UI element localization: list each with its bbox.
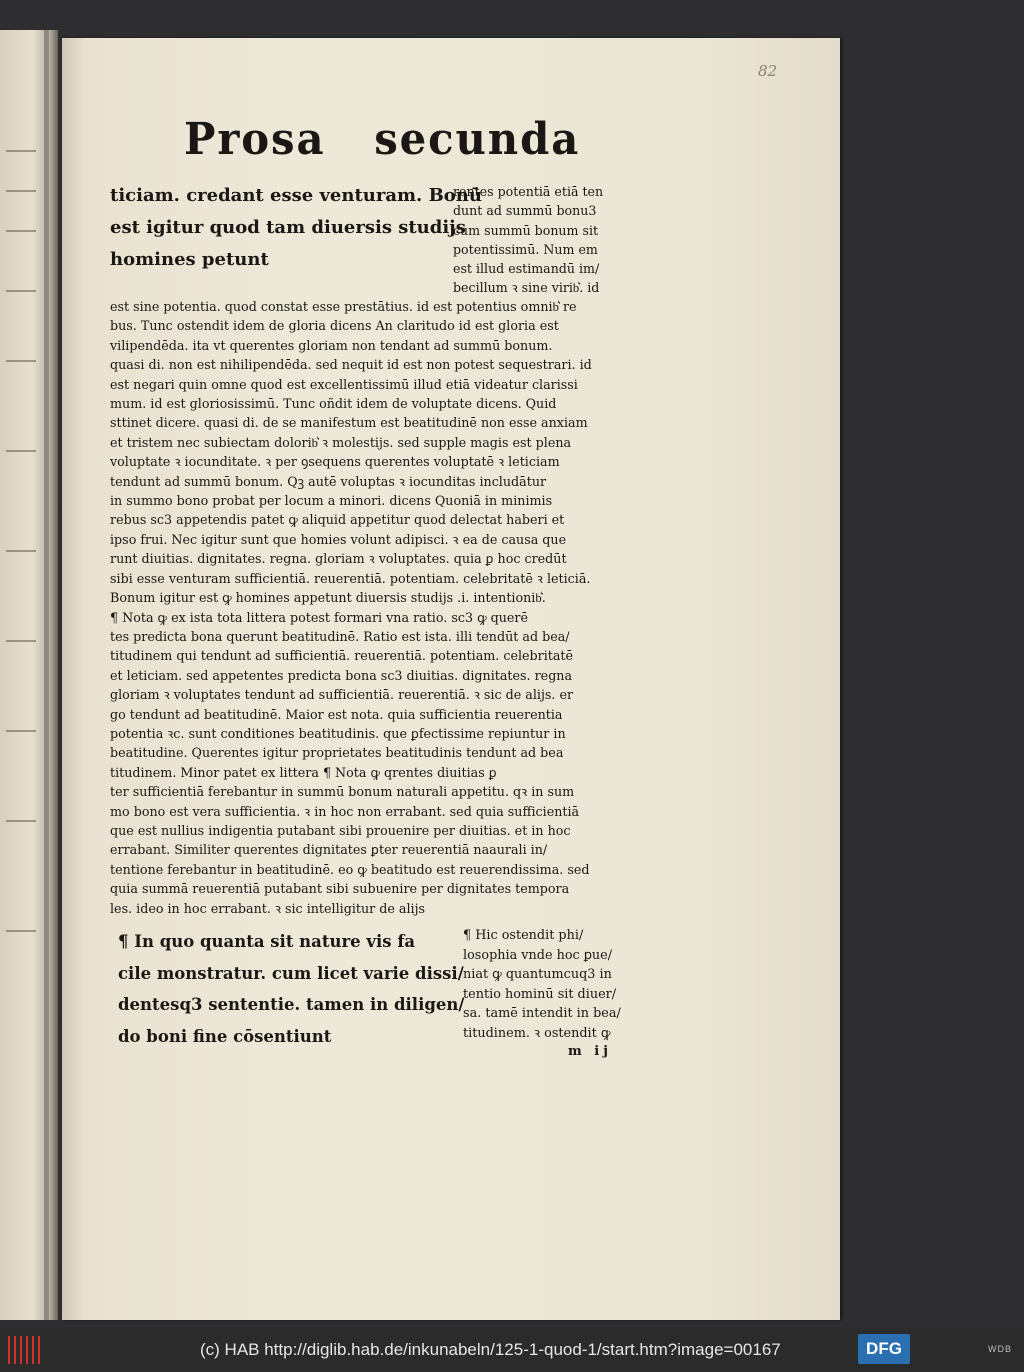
- text-line: errabant. Similiter querentes dignitates ꝑter reuerentiā naaurali in/: [110, 842, 548, 858]
- text-line: mo bono est vera sufficientia. ꝛ in hoc non errabant. sed quia sufficientiā: [110, 803, 580, 819]
- text-line: sibi esse venturam sufficientiā. reuerentiā. potentiam. celebritatē ꝛ leticiā.: [110, 570, 591, 586]
- text-line: ¶ Hic ostendit phi/: [463, 928, 584, 943]
- text-line: runt diuitias. dignitates. regna. gloriam ꝛ voluptates. quia ꝑ hoc credūt: [110, 551, 567, 567]
- text-line: que est nullius indigentia putabant sibi prouenire per diuitias. et in hoc: [110, 822, 571, 838]
- text-line: potentia ꝛc. sunt conditiones beatitudinis. que ꝑfectissime repiuntur in: [110, 725, 566, 741]
- text-line: becillum ꝛ sine virib͛. id: [453, 280, 600, 296]
- text-line: tendunt ad summū bonum. Qꝫ autē voluptas ꝛ iocunditas includātur: [110, 473, 547, 489]
- viewer-footer: [0, 1328, 1024, 1372]
- text-line: titudinem qui tendunt ad sufficientiā. reuerentiā. potentiam. celebritatē: [110, 648, 574, 664]
- text-line: est illud estimandū im/: [453, 261, 600, 277]
- dfg-logo[interactable]: DFG: [858, 1334, 910, 1364]
- copyright-link[interactable]: (c) HAB http://diglib.hab.de/inkunabeln/125-1-quod-1/start.htm?image=00167: [200, 1340, 781, 1359]
- text-line: dunt ad summū bonu3: [453, 203, 597, 219]
- text-line: mum. id est gloriosissimū. Tunc oñdit idem de voluptate dicens. Quid: [110, 396, 557, 412]
- text-line: do boni fine cōsentiunt: [118, 1026, 332, 1046]
- heading-text-left: [110, 180, 482, 276]
- text-line: ter sufficientiā ferebantur in summū bonum naturali appetitu. qꝛ in sum: [110, 784, 575, 800]
- text-line: beatitudine. Querentes igitur proprietates beatitudinis tendunt ad bea: [110, 745, 564, 761]
- text-line: Bonum igitur est ꝙ homines appetunt diuersis studijs .i. intentionib͛.: [110, 590, 546, 606]
- text-line: rebus sc3 appetendis patet ꝙ aliquid appetitur quod delectat haberi et: [110, 512, 565, 528]
- text-line: cile monstratur. cum licet varie dissi/: [118, 963, 464, 983]
- next-heading-text: [118, 926, 465, 1052]
- text-line: ¶ Nota ꝙ ex ista tota littera potest formari vna ratio. sc3 ꝙ querē: [110, 609, 529, 625]
- hab-logo-icon: [6, 1336, 44, 1364]
- previous-page-edge: [0, 30, 58, 1320]
- signature-mark: m ij: [568, 1044, 612, 1059]
- text-line: sa. tamē intendit in bea/: [463, 1006, 621, 1021]
- page-heading: Prosa secunda: [184, 114, 581, 165]
- text-line: est sine potentia. quod constat esse prestātius. id est potentius omnib͛ re: [110, 299, 577, 314]
- text-line: tes predicta bona querunt beatitudinē. Ratio est ista. illi tendūt ad bea/: [110, 628, 570, 644]
- text-line: in summo bono probat per locum a minori. dicens Quoniā in minimis: [110, 493, 553, 509]
- gloss-right: [453, 182, 635, 298]
- text-line: est igitur quod tam diuersis studijs: [110, 217, 466, 238]
- text-line: et leticiam. sed appetentes predicta bona sc3 diuitias. dignitates. regna: [110, 667, 573, 683]
- text-line: bus. Tunc ostendit idem de gloria dicens An claritudo id est gloria est: [110, 318, 559, 334]
- commentary-body: [110, 297, 640, 918]
- text-line: rentes potentiā etiā ten: [453, 184, 604, 199]
- folio-number: 82: [758, 62, 778, 80]
- text-line: homines petunt: [110, 249, 269, 270]
- wdb-logo[interactable]: WDB: [988, 1344, 1012, 1354]
- text-line: ipso frui. Nec igitur sunt que homies volunt adipisci. ꝛ ea de causa que: [110, 531, 567, 547]
- text-line: est negari quin omne quod est excellentissimū illud etiā videatur clarissi: [110, 376, 578, 392]
- text-line: dentesq3 sententie. tamen in diligen/: [118, 995, 465, 1014]
- text-line: titudinem. Minor patet ex littera ¶ Nota ꝙ qrentes diuitias ꝑ: [110, 764, 497, 780]
- text-line: et tristem nec subiectam dolorib͛ ꝛ molestijs. sed supple magis est plena: [110, 434, 572, 450]
- text-line: ¶ In quo quanta sit nature vis fa: [118, 932, 416, 951]
- text-line: voluptate ꝛ iocunditate. ꝛ per ꝯsequens querentes voluptatē ꝛ leticiam: [110, 454, 560, 470]
- text-line: losophia vnde hoc ꝑue/: [463, 947, 613, 963]
- text-line: ticiam. credant esse venturam. Bonū: [110, 185, 482, 206]
- text-line: go tendunt ad beatitudinē. Maior est nota. quia sufficientia reuerentia: [110, 706, 563, 722]
- text-line: les. ideo in hoc errabant. ꝛ sic intelligitur de alijs: [110, 900, 426, 916]
- text-line: quasi di. non est nihilipendēda. sed nequit id est non potest sequestrari. id: [110, 357, 592, 373]
- next-gloss-right: [463, 926, 653, 1043]
- text-line: quia summā reuerentiā putabant sibi subuenire per dignitates tempora: [110, 881, 570, 897]
- text-line: niat ꝙ quantumcuq3 in: [463, 967, 612, 982]
- text-line: titudinem. ꝛ ostendit ꝙ: [463, 1025, 611, 1041]
- text-line: cum summū bonum sit: [453, 222, 599, 238]
- text-line: sttinet dicere. quasi di. de se manifestum est beatitudinē non esse anxiam: [110, 415, 588, 431]
- text-line: tentione ferebantur in beatitudinē. eo ꝙ beatitudo est reuerendissima. sed: [110, 861, 590, 877]
- text-line: gloriam ꝛ voluptates tendunt ad sufficientiā. reuerentiā. ꝛ sic de alijs. er: [110, 687, 574, 703]
- text-line: tentio hominū sit diuer/: [463, 986, 617, 1002]
- text-line: potentissimū. Num em: [453, 241, 598, 257]
- text-line: vilipendēda. ita vt querentes gloriam non tendant ad summū bonum.: [110, 337, 553, 353]
